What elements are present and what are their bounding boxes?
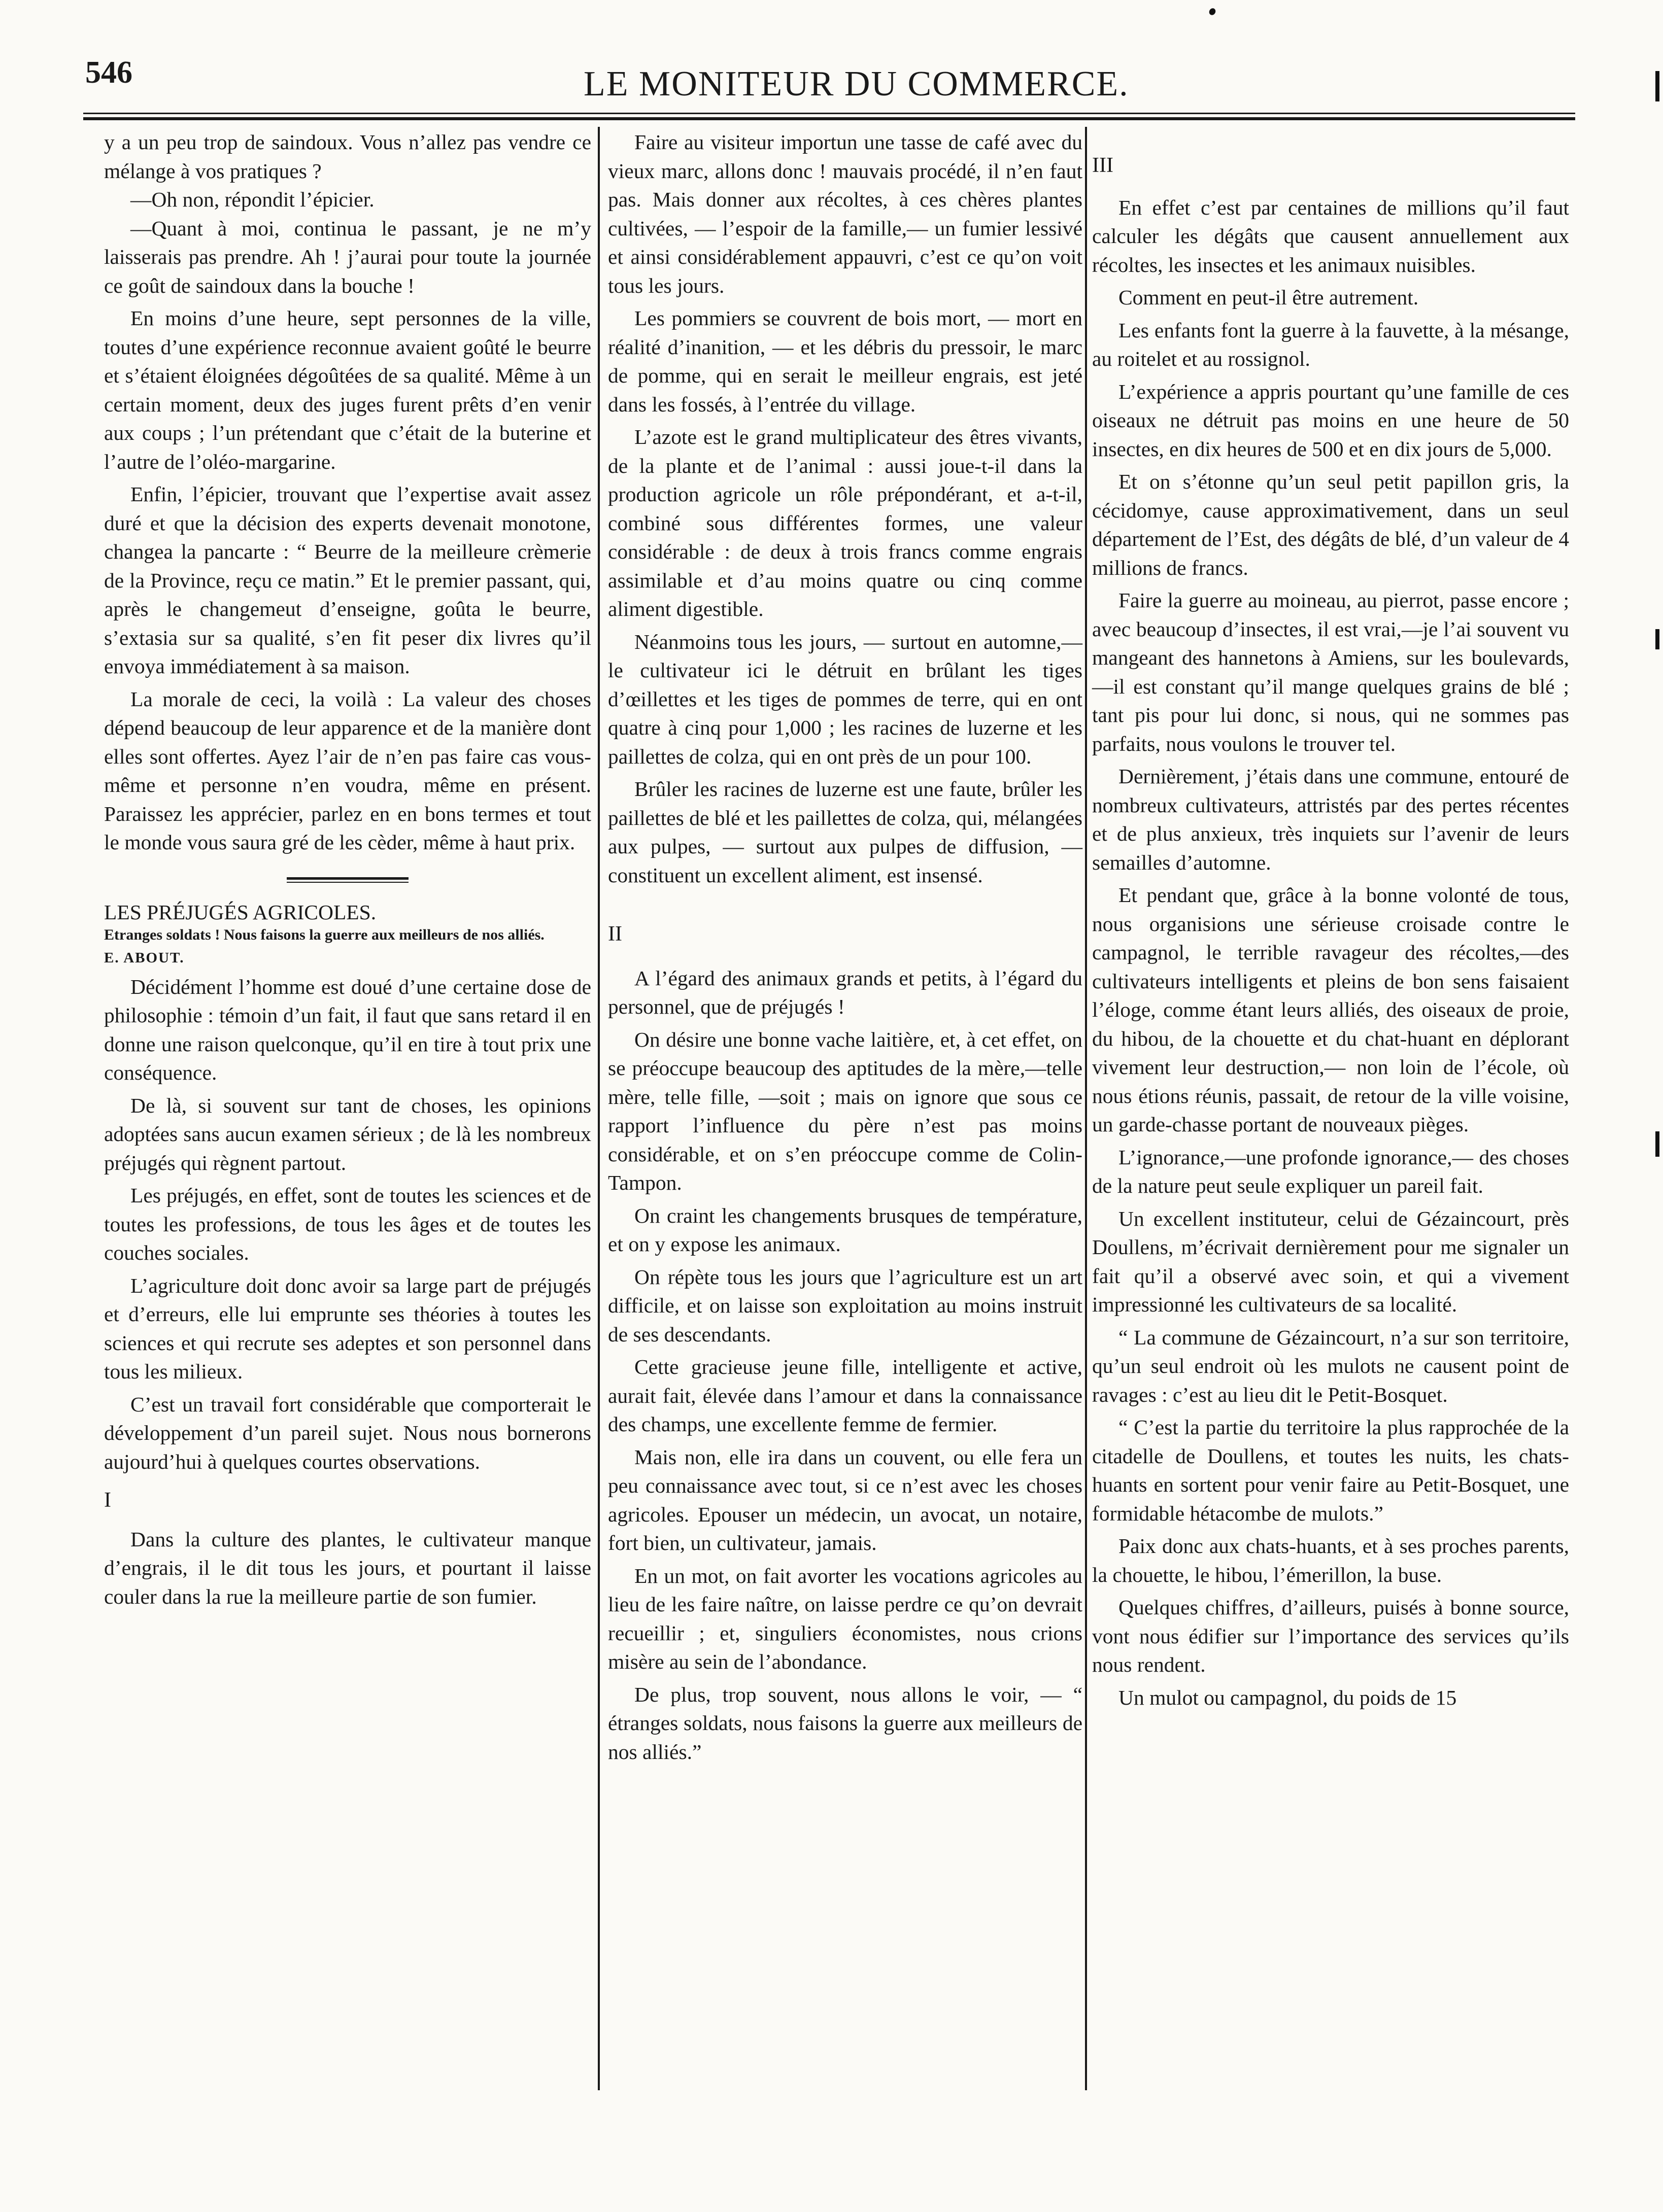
paragraph: Les enfants font la guerre à la fauvette, à la mésange, au roitelet et au rossignol.: [1092, 318, 1569, 370]
paragraph: Brûler les racines de luzerne est une faute, brûler les paillettes de blé et les paillettes de colza, qui, mélangées aux pulpes, — surtout aux pulpes de diffusion, — constituent un excellent aliment, est insensé.: [608, 777, 1082, 887]
section-divider: [287, 877, 409, 883]
paragraph: En un mot, on fait avorter les vocations agricoles au lieu de les faire naître, on laisse perdre ce qu’on devrait recueillir ; et, singuliers économistes, nous crions misère au sein de l’abondance.: [608, 1564, 1082, 1673]
paragraph: En moins d’une heure, sept personnes de la ville, toutes d’une expérience reconnue avaient goûté le beurre et s’étaient éloignées dégoûtées de sa qualité. Même à un certain moment, deux des juges furent prêts d’en venir aux coups ; l’un prétendant que c’était de la buterine et l’autre de l’oléo-margarine.: [104, 306, 591, 473]
paragraph: Un mulot ou campagnol, du poids de 15: [1118, 1685, 1457, 1709]
section-numeral: I: [104, 1489, 111, 1512]
ink-blot: [1208, 7, 1216, 16]
paragraph: L’azote est le grand multiplicateur des êtres vivants, de la plante et de l’animal : aussi joue-t-il dans la production agricole un rôle prépondérant, et a-t-il, combiné sous différentes formes, une valeur considérable : de deux à trois francs comme engrais assimilable et d’au moins quatre ou cinq comme aliment digestible.: [608, 425, 1082, 620]
paragraph: —Oh non, répondit l’épicier.: [130, 188, 375, 211]
paragraph: Néanmoins tous les jours, — surtout en automne,— le cultivateur ici le détruit en brûlant les tiges d’œillettes et les tiges de pommes de terre, qui en ont quatre à cinq pour 1,000 ; les racines de luzerne et les paillettes de colza, qui en ont près de un pour 100.: [608, 630, 1082, 768]
epigraph: Etranges soldats ! Nous faisons la guerre aux meilleurs de nos alliés.: [104, 926, 545, 943]
paragraph: L’ignorance,—une profonde ignorance,— des choses de la nature peut seule expliquer un pareil fait.: [1092, 1145, 1569, 1197]
paragraph: Et on s’étonne qu’un seul petit papillon gris, la cécidomye, cause approximativement, dans un seul département de l’Est, des dégâts de blé, d’un valeur de 4 millions de francs.: [1092, 470, 1569, 579]
paragraph: On répète tous les jours que l’agriculture est un art difficile, et on laisse son exploitation au moins instruit de ses descendants.: [608, 1265, 1082, 1346]
paragraph: Faire la guerre au moineau, au pierrot, passe encore ; avec beaucoup d’insectes, il est vrai,—je l’ai souvent vu mangeant des hannetons à Amiens, sur les boulevards,—il est constant qu’il mange quelques grains de blé ; tant pis pour lui donc, si nous, qui ne sommes pas parfaits, nous voulons le trouver tel.: [1092, 589, 1569, 755]
section-numeral: II: [608, 922, 622, 946]
column-rule-right: [1085, 127, 1087, 2090]
masthead-title: LE MONITEUR DU COMMERCE.: [584, 64, 1129, 103]
paragraph: y a un peu trop de saindoux. Vous n’allez pas vendre ce mélange à vos pratiques ?: [104, 130, 591, 183]
paragraph: L’expérience a appris pourtant qu’une famille de ces oiseaux ne détruit pas moins en une heure de 50 insectes, en dix heures de 500 et en dix jours de 5,000.: [1092, 379, 1569, 461]
middle-column: [608, 128, 1082, 1766]
header-rule-thin: [83, 113, 1575, 114]
paragraph: “ C’est la partie du territoire la plus rapprochée de la citadelle de Doullens, et toutes les nuits, les chats-huants en sortent pour venir faire au Petit-Bosquet, une formidable hétacombe de mulots.”: [1092, 1415, 1569, 1525]
paragraph: Un excellent instituteur, celui de Gézaincourt, près Doullens, m’écrivait dernièrement pour me signaler un fait qu’il a observé avec soin, et qui a vivement impressionné les cultivateurs de sa localité.: [1092, 1206, 1569, 1316]
paragraph: Quelques chiffres, d’ailleurs, puisés à bonne source, vont nous édifier sur l’importance des services qu’ils nous rendent.: [1092, 1596, 1569, 1676]
paragraph: L’agriculture doit donc avoir sa large part de préjugés et d’erreurs, elle lui emprunte ses théories à toutes les sciences et qui recrute ses adeptes et son personnel dans tous les milieux.: [104, 1273, 591, 1383]
paragraph: A l’égard des animaux grands et petits, à l’égard du personnel, que de préjugés !: [608, 966, 1082, 1018]
paragraph: Paix donc aux chats-huants, et à ses proches parents, la chouette, le hibou, l’émerillon, la buse.: [1092, 1534, 1569, 1586]
page-edge-mark: [1655, 629, 1659, 649]
paragraph: La morale de ceci, la voilà : La valeur des choses dépend beaucoup de leur apparence et de la manière dont elles sont offertes. Ayez l’air de n’en pas faire cas vous-même et personne n’en voudra, même en présent. Paraissez les apprécier, parlez en en bons termes et tout le monde vous saura gré de les cèder, même à haut prix.: [104, 687, 591, 854]
paragraph: Cette gracieuse jeune fille, intelligente et active, aurait fait, élevée dans l’amour et dans la connaissance des champs, une excellente femme de fermier.: [608, 1355, 1082, 1436]
section-numeral: III: [1092, 154, 1113, 177]
column-rule-left: [598, 127, 600, 2090]
paragraph: Les pommiers se couvrent de bois mort, — mort en réalité d’inanition, — et les débris du pressoir, le marc de pomme, qui en serait le meilleur engrais, est jeté dans les fossés, à l’entrée du village.: [608, 306, 1082, 416]
page-edge-mark: [1655, 1131, 1659, 1157]
paragraph: —Quant à moi, continua le passant, je ne m’y laisserais pas prendre. Ah ! j’aurai pour toute la journée ce goût de saindoux dans la bouche !: [104, 216, 591, 297]
paragraph: Faire au visiteur importun une tasse de café avec du vieux marc, allons donc ! mauvais procédé, il n’en faut pas. Mais donner aux récoltes, à ces chères plantes cultivées, — l’espoir de la famille,— un fumier lessivé et ainsi considérablement appauvri, c’est ce qu’on voit tous les jours.: [608, 130, 1082, 297]
paragraph: Décidément l’homme est doué d’une certaine dose de philosophie : témoin d’un fait, il faut que sans retard il en donne une raison quelconque, qu’il en tire à tout prix une conséquence.: [104, 975, 591, 1084]
paragraph: Dans la culture des plantes, le cultivateur manque d’engrais, il le dit tous les jours, et pourtant il laisse couler dans la rue la meilleure partie de son fumier.: [104, 1527, 591, 1608]
paragraph: Enfin, l’épicier, trouvant que l’expertise avait assez duré et que la décision des experts devenait monotone, changea la pancarte : “ Beurre de la meilleure crèmerie de la Province, reçu ce matin.” Et le premier passant, qui, après le changemeut d’enseigne, goûta le beurre, s’extasia sur sa qualité, s’en fit peser dix livres qu’il envoya immédiatement à sa maison.: [104, 482, 591, 678]
paragraph: On désire une bonne vache laitière, et, à cet effet, on se préoccupe beaucoup des aptitudes de la mère,—telle mère, telle fille, —soit ; mais on ignore que sous ce rapport l’influence du père n’est pas moins considérable, et on s’en préoccupe comme de Colin-Tampon.: [608, 1027, 1082, 1194]
paragraph: Les préjugés, en effet, sont de toutes les sciences et de toutes les professions, de tous les âges et de toutes les couches sociales.: [104, 1184, 591, 1264]
paragraph: Comment en peut-il être autrement.: [1118, 286, 1419, 309]
left-column: [104, 128, 591, 1611]
page-edge-mark: [1655, 71, 1659, 101]
paragraph: Dernièrement, j’étais dans une commune, entouré de nombreux cultivateurs, attristés par des pertes récentes et de plus anxieux, très inquiets sur l’avenir de leurs semailles d’automne.: [1092, 765, 1569, 874]
header-rule-thick: [83, 117, 1575, 120]
epigraph-author: E. ABOUT.: [104, 950, 185, 966]
paragraph: Et pendant que, grâce à la bonne volonté de tous, nous organisions une sérieuse croisade contre le campagnol, le terrible ravageur des récoltes,—des cultivateurs intelligents et pleins de bon sens faisaient l’éloge, comme étant leurs alliés, des oiseaux de proie, du hibou, de la chouette et du chat-huant en déplorant vivement leur destruction,— non loin de l’école, où nous étions réunis, passait, de retour de la ville voisine, un garde-chasse portant de nouveaux pièges.: [1092, 883, 1569, 1136]
paragraph: De plus, trop souvent, nous allons le voir, — “ étranges soldats, nous faisons la guerre aux meilleurs de nos alliés.”: [608, 1682, 1082, 1764]
right-column: [1092, 128, 1569, 1712]
paragraph: C’est un travail fort considérable que comporterait le développement d’un pareil sujet. Nous nous bornerons aujourd’hui à quelques courtes observations.: [104, 1392, 591, 1473]
section-title: LES PRÉJUGÉS AGRICOLES.: [104, 900, 377, 924]
paragraph: Mais non, elle ira dans un couvent, ou elle fera un peu connaissance avec tout, si ce n’est avec les choses agricoles. Epouser un médecin, un avocat, un notaire, fort bien, un cultivateur, jamais.: [608, 1445, 1082, 1554]
paragraph: On craint les changements brusques de température, et on y expose les animaux.: [608, 1203, 1082, 1256]
paragraph: En effet c’est par centaines de millions qu’il faut calculer les dégâts que causent annuellement aux récoltes, les insectes et les animaux nuisibles.: [1092, 195, 1569, 276]
paragraph: De là, si souvent sur tant de choses, les opinions adoptées sans aucun examen sérieux ; de là les nombreux préjugés qui règnent partout.: [104, 1093, 591, 1174]
page-number: 546: [85, 55, 132, 90]
paragraph: “ La commune de Gézaincourt, n’a sur son territoire, qu’un seul endroit où les mulots ne causent point de ravages : c’est au lieu dit le Petit-Bosquet.: [1092, 1325, 1569, 1406]
